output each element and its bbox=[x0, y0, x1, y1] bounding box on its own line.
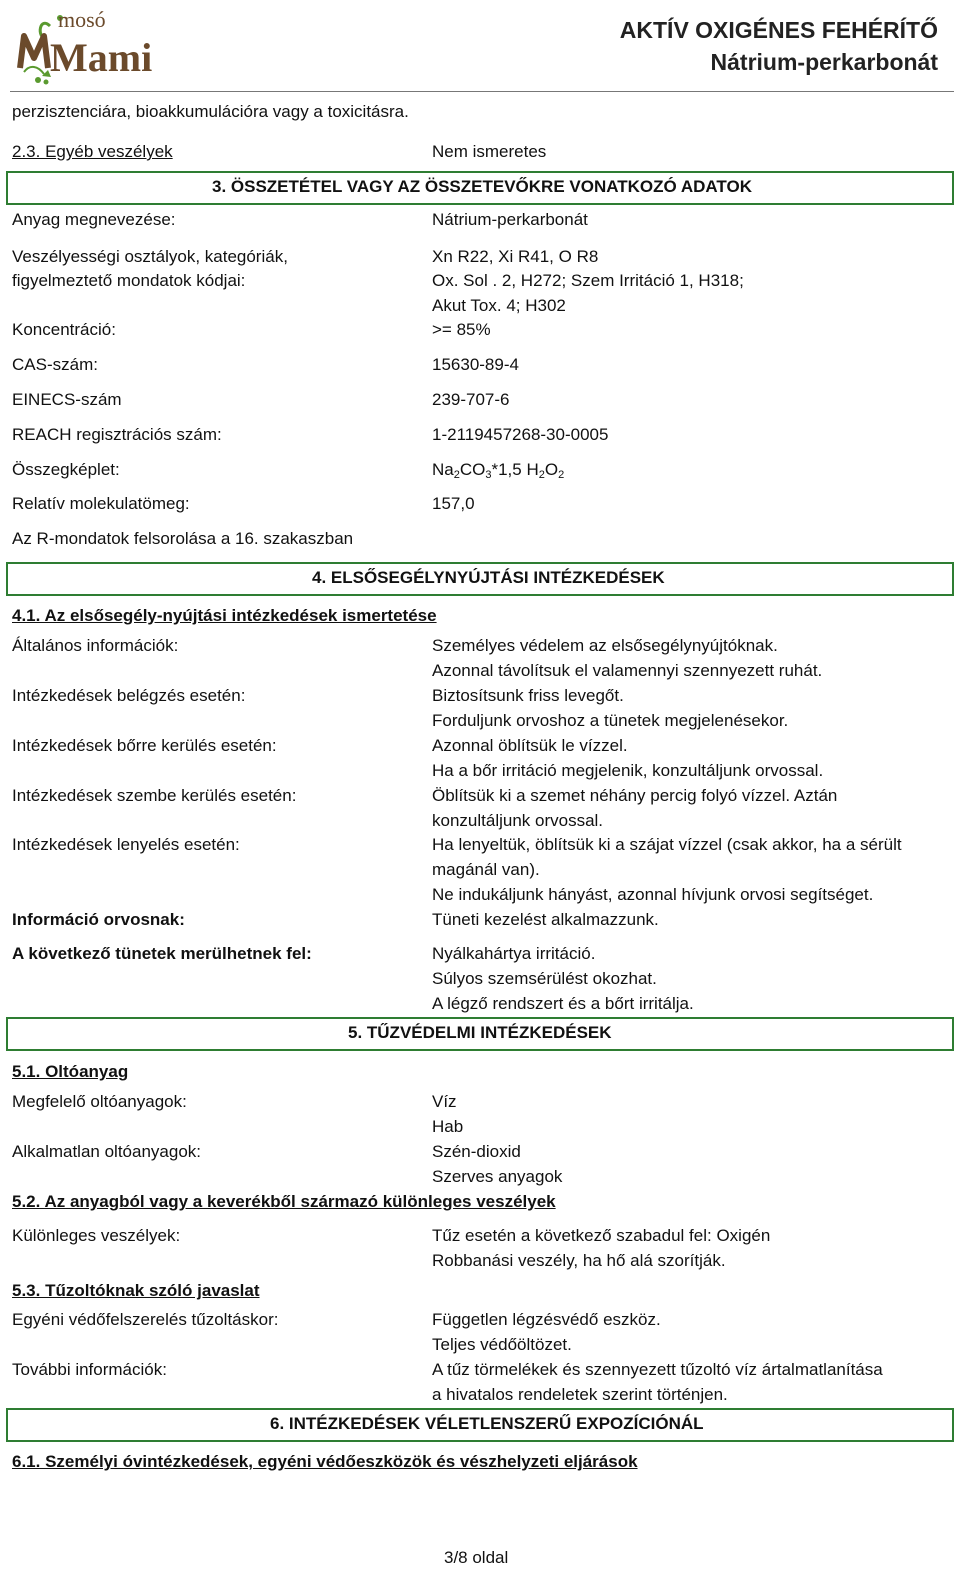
section-6-title: 6. INTÉZKEDÉSEK VÉLETLENSZERŰ EXPOZÍCIÓNÁL bbox=[270, 1414, 704, 1433]
name-value: Nátrium-perkarbonát bbox=[432, 210, 588, 229]
formula-co-sub: 3 bbox=[485, 469, 492, 481]
eye-label: Intézkedések szembe kerülés esetén: bbox=[12, 786, 297, 805]
section-4-title: 4. ELSŐSEGÉLYNYÚJTÁSI INTÉZKEDÉSEK bbox=[312, 568, 665, 587]
section-2-3-value: Nem ismeretes bbox=[432, 142, 547, 161]
skin-value-2: Ha a bőr irritáció megjelenik, konzultáljunk orvossal. bbox=[432, 761, 824, 780]
logo-text-bottom: Mami bbox=[50, 35, 153, 80]
class-value-2: Ox. Sol . 2, H272; Szem Irritáció 1, H318; bbox=[432, 271, 744, 290]
special-hazards-value-1: Tűz esetén a következő szabadul fel: Oxigén bbox=[432, 1226, 771, 1245]
logo-text-top: mosó bbox=[58, 7, 106, 32]
inhalation-label: Intézkedések belégzés esetén: bbox=[12, 686, 246, 705]
formula-label: Összegképlet: bbox=[12, 460, 120, 479]
class-value-1: Xn R22, Xi R41, O R8 bbox=[432, 247, 599, 266]
eye-value-2: konzultáljunk orvossal. bbox=[432, 811, 604, 830]
intro-line: perzisztenciára, bioakkumulációra vagy a toxicitásra. bbox=[12, 102, 409, 121]
section-5-title: 5. TŰZVÉDELMI INTÉZKEDÉSEK bbox=[348, 1023, 612, 1042]
doctor-value: Tüneti kezelést alkalmazzunk. bbox=[432, 910, 659, 929]
r-phrases-note: Az R-mondatok felsorolása a 16. szakaszban bbox=[12, 529, 354, 548]
formula-o: O bbox=[544, 460, 559, 479]
eye-value-1: Öblítsük ki a szemet néhány percig folyó vízzel. Aztán bbox=[432, 786, 838, 805]
ppe-label: Egyéni védőfelszerelés tűzoltáskor: bbox=[12, 1310, 279, 1329]
ingestion-label: Intézkedések lenyelés esetén: bbox=[12, 835, 240, 854]
name-label: Anyag megnevezése: bbox=[12, 210, 176, 229]
section-5-2-heading: 5.2. Az anyagból vagy a keverékből származó különleges veszélyek bbox=[12, 1192, 556, 1211]
formula-co: CO bbox=[459, 460, 486, 479]
ingestion-value-2: magánál van). bbox=[432, 860, 540, 879]
general-value-2: Azonnal távolítsuk el valamennyi szennyezett ruhát. bbox=[432, 661, 823, 680]
cas-value: 15630-89-4 bbox=[432, 355, 519, 374]
symptoms-value-3: A légző rendszert és a bőrt irritálja. bbox=[432, 994, 694, 1013]
formula-value bbox=[432, 458, 564, 482]
unsuitable-value-2: Szerves anyagok bbox=[432, 1167, 563, 1186]
ingestion-value-3: Ne indukáljunk hányást, azonnal hívjunk orvosi segítséget. bbox=[432, 885, 874, 904]
section-4-1-heading: 4.1. Az elsősegély-nyújtási intézkedések ismertetése bbox=[12, 606, 437, 625]
suitable-label: Megfelelő oltóanyagok: bbox=[12, 1092, 187, 1111]
symptoms-value-2: Súlyos szemsérülést okozhat. bbox=[432, 969, 657, 988]
special-hazards-value-2: Robbanási veszély, ha hő alá szorítják. bbox=[432, 1251, 726, 1270]
ppe-value-1: Független légzésvédő eszköz. bbox=[432, 1310, 661, 1329]
unsuitable-label: Alkalmatlan oltóanyagok: bbox=[12, 1142, 202, 1161]
cas-label: CAS-szám: bbox=[12, 355, 98, 374]
special-hazards-label: Különleges veszélyek: bbox=[12, 1226, 181, 1245]
section-6-header bbox=[6, 1408, 954, 1442]
concentration-label: Koncentráció: bbox=[12, 320, 116, 339]
section-5-3-heading: 5.3. Tűzoltóknak szóló javaslat bbox=[12, 1281, 260, 1300]
section-6-1-heading: 6.1. Személyi óvintézkedések, egyéni védőeszközök és vészhelyzeti eljárások bbox=[12, 1452, 638, 1471]
inhalation-value-1: Biztosítsunk friss levegőt. bbox=[432, 686, 624, 705]
unsuitable-value-1: Szén-dioxid bbox=[432, 1142, 521, 1161]
skin-value-1: Azonnal öblítsük le vízzel. bbox=[432, 736, 628, 755]
more-info-value-1: A tűz törmelékek és szennyezett tűzoltó víz ártalmatlanítása bbox=[432, 1360, 883, 1379]
symptoms-label: A következő tünetek merülhetnek fel: bbox=[12, 944, 312, 963]
page-number: 3/8 oldal bbox=[444, 1548, 509, 1567]
class-value-3: Akut Tox. 4; H302 bbox=[432, 296, 566, 315]
header-divider bbox=[10, 91, 954, 92]
skin-label: Intézkedések bőrre kerülés esetén: bbox=[12, 736, 277, 755]
section-3-header bbox=[6, 171, 954, 205]
section-3-title: 3. ÖSSZETÉTEL VAGY AZ ÖSSZETEVŐKRE VONATKOZÓ ADATOK bbox=[212, 177, 752, 196]
inhalation-value-2: Forduljunk orvoshoz a tünetek megjelenésekor. bbox=[432, 711, 789, 730]
header-subtitle: Nátrium-perkarbonát bbox=[710, 49, 938, 75]
section-5-header bbox=[6, 1017, 954, 1051]
formula-mid: *1,5 H bbox=[491, 460, 539, 479]
concentration-value: >= 85% bbox=[432, 320, 491, 339]
section-5-1-heading: 5.1. Oltóanyag bbox=[12, 1062, 129, 1081]
doctor-label: Információ orvosnak: bbox=[12, 910, 185, 929]
general-label: Általános információk: bbox=[12, 636, 179, 655]
einecs-label: EINECS-szám bbox=[12, 390, 122, 409]
mw-label: Relatív molekulatömeg: bbox=[12, 494, 190, 513]
suitable-value-1: Víz bbox=[432, 1092, 457, 1111]
ingestion-value-1: Ha lenyeltük, öblítsük ki a szájat vízzel (csak akkor, ha a sérült bbox=[432, 835, 902, 854]
formula-h-sub: 2 bbox=[538, 469, 545, 481]
reach-value: 1-2119457268-30-0005 bbox=[432, 425, 609, 444]
header-title: AKTÍV OXIGÉNES FEHÉRÍTŐ bbox=[619, 17, 938, 43]
reach-label: REACH regisztrációs szám: bbox=[12, 425, 222, 444]
ppe-value-2: Teljes védőöltözet. bbox=[432, 1335, 572, 1354]
formula-o-sub: 2 bbox=[558, 469, 565, 481]
company-logo bbox=[10, 6, 153, 88]
section-4-header bbox=[6, 562, 954, 596]
formula-na-sub: 2 bbox=[453, 469, 460, 481]
class-label-1: Veszélyességi osztályok, kategóriák, bbox=[12, 247, 288, 266]
suitable-value-2: Hab bbox=[432, 1117, 464, 1136]
general-value-1: Személyes védelem az elsősegélynyújtóknak. bbox=[432, 636, 778, 655]
more-info-label: További információk: bbox=[12, 1360, 167, 1379]
more-info-value-2: a hivatalos rendeletek szerint történjen. bbox=[432, 1385, 728, 1404]
mw-value: 157,0 bbox=[432, 494, 475, 513]
symptoms-value-1: Nyálkahártya irritáció. bbox=[432, 944, 596, 963]
class-label-2: figyelmeztető mondatok kódjai: bbox=[12, 271, 246, 290]
formula-na: Na bbox=[432, 460, 454, 479]
einecs-value: 239-707-6 bbox=[432, 390, 510, 409]
section-2-3-heading: 2.3. Egyéb veszélyek bbox=[12, 142, 173, 161]
